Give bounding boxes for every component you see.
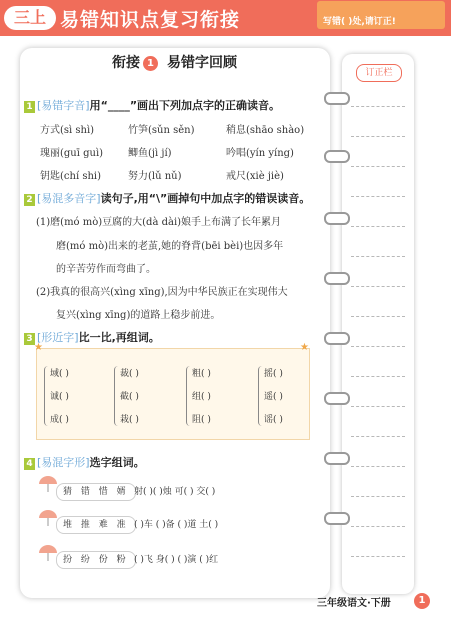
star-icon: ★ — [300, 342, 309, 353]
section-2-heading — [24, 190, 310, 206]
sentence-line: 磨(mó mò)出来的老茧,她的脊背(bēi bèi)也因多年 — [56, 241, 284, 252]
word-item: 裁( ) — [120, 369, 139, 379]
word-item: 粗( ) — [192, 369, 211, 379]
section-4-heading — [24, 454, 145, 470]
option-chars: 猜 错 惜 婿 — [56, 483, 136, 501]
note-line — [351, 406, 405, 407]
binder-ring — [324, 392, 350, 405]
section-instruction: 选字组词。 — [89, 456, 145, 469]
star-icon: ★ — [34, 342, 43, 353]
word-item: 组( ) — [192, 392, 211, 402]
pinyin-item: 稍息(shāo shào) — [226, 125, 305, 136]
binder-ring — [324, 150, 350, 163]
binder-ring — [324, 332, 350, 345]
option-chars: 堆 推 难 准 — [56, 516, 136, 534]
binder-ring — [324, 92, 350, 105]
note-line — [351, 166, 405, 167]
note-line — [351, 136, 405, 137]
binder-ring — [324, 452, 350, 465]
word-item: 诚( ) — [50, 392, 69, 402]
footer-grade: 三年级语文·下册 — [317, 598, 391, 609]
section-3-heading — [24, 329, 160, 345]
binder-ring — [324, 512, 350, 525]
correction-column — [342, 54, 414, 594]
note-line — [351, 556, 405, 557]
fill-blanks: ( )车 ( )备 ( )道 土( ) — [134, 520, 219, 530]
note-line — [351, 436, 405, 437]
lesson-name: 易错字回顾 — [167, 55, 237, 71]
sentence-line: (1)磨(mó mò)豆腐的大(dà dài)娘手上布满了长年累月 — [36, 217, 282, 228]
note-line — [351, 496, 405, 497]
word-item: 截( ) — [120, 392, 139, 402]
pinyin-item: 竹笋(sǔn sěn) — [128, 125, 195, 136]
word-item: 栽( ) — [120, 415, 139, 425]
section-number: 4 — [24, 458, 35, 470]
note-line — [351, 376, 405, 377]
correction-tip — [317, 1, 445, 29]
lesson-number: 1 — [143, 56, 158, 71]
note-line — [351, 526, 405, 527]
page-number: 1 — [414, 593, 430, 609]
note-line — [351, 346, 405, 347]
pinyin-item: 戒尺(xiè jiè) — [226, 171, 284, 182]
umbrella-icon — [38, 543, 58, 563]
section-instruction: 用“____”画出下列加点字的正确读音。 — [89, 99, 281, 112]
section-number: 1 — [24, 101, 35, 113]
section-tag: [易混字形] — [37, 456, 90, 469]
section-tag: [易混多音字] — [37, 192, 101, 205]
option-chars: 扮 纷 份 粉 — [56, 551, 136, 569]
umbrella-icon — [38, 474, 58, 494]
sentence-line: 复兴(xìng xīng)的道路上稳步前进。 — [56, 310, 221, 321]
pinyin-item: 努力(lǔ nǔ) — [128, 171, 182, 182]
note-line — [351, 256, 405, 257]
lesson-title — [112, 52, 237, 72]
note-line — [351, 106, 405, 107]
section-tag: [形近字] — [37, 331, 79, 344]
word-item: 成( ) — [50, 415, 69, 425]
top-banner — [0, 0, 451, 36]
lesson-prefix: 衔接 — [112, 55, 140, 71]
note-line — [351, 466, 405, 467]
section-number: 3 — [24, 333, 35, 345]
pinyin-item: 方式(sì shì) — [40, 125, 95, 136]
tip-line-2: 写错( )处,请订正! — [323, 17, 396, 27]
pinyin-item: 瑰丽(guī guì) — [40, 148, 104, 159]
note-line — [351, 316, 405, 317]
section-1-heading — [24, 97, 280, 113]
note-line — [351, 226, 405, 227]
note-line — [351, 286, 405, 287]
binder-ring — [324, 212, 350, 225]
note-line — [351, 196, 405, 197]
section-instruction: 比一比,再组词。 — [78, 331, 160, 344]
section-number: 2 — [24, 194, 35, 206]
correction-column-tag: 订正栏 — [356, 64, 402, 82]
sentence-line: 的辛苦劳作而弯曲了。 — [56, 264, 156, 275]
word-item: 阻( ) — [192, 415, 211, 425]
word-item: 谣( ) — [264, 415, 283, 425]
banner-title: 易错知识点复习衔接 — [60, 9, 241, 31]
grade-badge: 三上 — [4, 6, 56, 30]
binder-ring — [324, 272, 350, 285]
word-item: 域( ) — [50, 369, 69, 379]
word-item: 遥( ) — [264, 392, 283, 402]
section-tag: [易错字音] — [37, 99, 90, 112]
fill-blanks: ( )飞 身( ) ( )演 ( )红 — [134, 555, 219, 565]
pinyin-item: 鲫鱼(jì jí) — [128, 148, 172, 159]
umbrella-icon — [38, 508, 58, 528]
pinyin-item: 吟唱(yín yíng) — [226, 148, 294, 159]
section-instruction: 读句子,用“\”画掉句中加点字的错误读音。 — [100, 192, 311, 205]
sentence-line: (2)我真的很高兴(xìng xīng),因为中华民族正在实现伟大 — [36, 287, 288, 298]
fill-blanks: 射( )( )烛 可( ) 交( ) — [134, 487, 216, 497]
pinyin-item: 钥匙(chí shi) — [40, 171, 101, 182]
word-item: 摇( ) — [264, 369, 283, 379]
